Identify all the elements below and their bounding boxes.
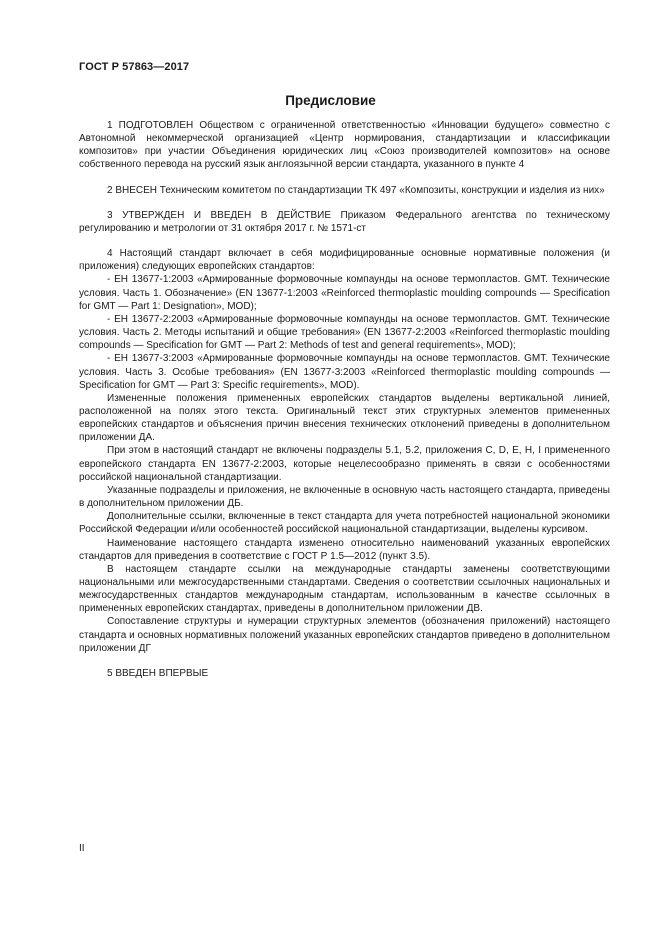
list-item-en13677-2: - ЕН 13677-2:2003 «Армированные формовочные компаунды на основе термопластов. GMT. Технические условия. Часть 2. Методы испытаний и общие требования» (EN 13677-2:2003 «Reinforced thermoplastic moulding compounds — Specification for GMT — Part 2: Methods of test and general requirements», MOD);	[79, 313, 610, 352]
paragraph-annex-db: Указанные подразделы и приложения, не включенные в основную часть настоящего стандарта, приведены в дополнительном приложении ДБ.	[79, 484, 610, 510]
page-title: Предисловие	[285, 93, 376, 108]
paragraph-excluded-subsections: При этом в настоящий стандарт не включены подразделы 5.1, 5.2, приложения C, D, E, H, I примененного европейского стандарта EN 13677-2:2003, которые нецелесообразно применять в связи с особенностями российской национальной стандартизации.	[79, 445, 610, 483]
paragraph-5-first-introduced: 5 ВВЕДЕН ВПЕРВЫЕ	[107, 667, 209, 679]
list-item-en13677-3: - ЕН 13677-3:2003 «Армированные формовочные компаунды на основе термопластов. GMT. Технические условия. Часть 3. Особые требования» (EN 13677-3:2003 «Reinforced thermoplastic moulding compounds — Specification for GMT — Part 3: Specific requirements», MOD).	[79, 353, 610, 391]
paragraph-structure-comparison: Сопоставление структуры и нумерации структурных элементов (обозначения приложений) настоящего стандарта и основных нормативных положений указанных европейских стандартов приведено в дополнительном приложении ДГ	[79, 616, 610, 654]
paragraph-3-approved: 3 УТВЕРЖДЕН И ВВЕДЕН В ДЕЙСТВИЕ Приказом Федерального агентства по техническому регулированию и метрологии от 31 октября 2017 г. № 1571-ст	[79, 209, 610, 234]
standard-code-header: ГОСТ Р 57863—2017	[79, 61, 190, 73]
paragraph-title-change: Наименование настоящего стандарта изменено относительно наименований указанных европейских стандартов для приведения в соответствие с ГОСТ Р 1.5—2012 (пункт 3.5).	[79, 537, 610, 562]
paragraph-4-includes: 4 Настоящий стандарт включает в себя модифицированные основные нормативные положения (и приложения) следующих европейских стандартов:	[79, 248, 610, 273]
paragraph-modified-provisions: Измененные положения примененных европейских стандартов выделены вертикальной линией, расположенной на полях этого текста. Оригинальный текст этих структурных элементов примененных европейских стандартов и объяснения причин внесения технических отклонений приведены в дополнительном приложении ДА.	[79, 392, 610, 444]
paragraph-2-introduced: 2 ВНЕСЕН Техническим комитетом по стандартизации ТК 497 «Композиты, конструкции и изделия из них»	[107, 184, 605, 196]
paragraph-additional-references: Дополнительные ссылки, включенные в текст стандарта для учета потребностей национальной экономики Российской Федерации и/или особенностей российской национальной стандартизации, выделены курсивом.	[79, 511, 610, 536]
paragraph-reference-replacement: В настоящем стандарте ссылки на международные стандарты заменены соответствующими национальными или межгосударственными стандартами. Сведения о соответствии ссылочных национальных и межгосударственных стандартов международным стандартам, использованным в качестве ссылочных в примененных европейских стандартах, приведены в дополнительном приложении ДВ.	[79, 563, 610, 615]
list-item-en13677-1: - ЕН 13677-1:2003 «Армированные формовочные компаунды на основе термопластов. GMT. Технические условия. Часть 1. Обозначение» (EN 13677-1:2003 «Reinforced thermoplastic moulding compounds — Specification for GMT — Part 1: Designation», MOD);	[79, 274, 610, 312]
page-number: II	[79, 843, 85, 854]
preface-body	[79, 119, 610, 680]
paragraph-1-prepared: 1 ПОДГОТОВЛЕН Обществом с ограниченной ответственностью «Инновации будущего» совместно с Автономной некоммерческой организацией «Центр нормирования, стандартизации и классификации композитов» при участии Объединения юридических лиц «Союз производителей композитов» на основе собственного перевода на русский язык англоязычной версии стандарта, указанного в пункте 4	[79, 120, 610, 171]
